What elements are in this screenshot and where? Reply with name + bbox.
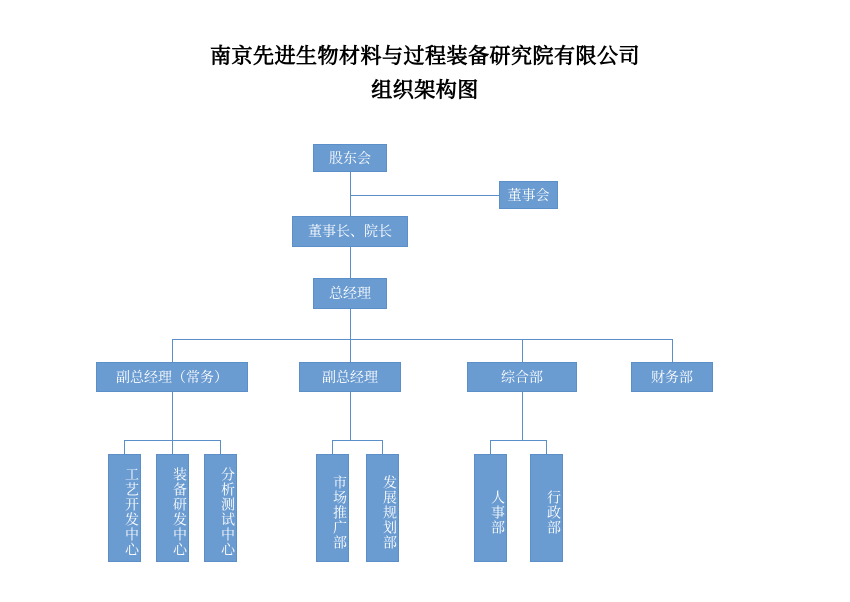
connector-main-bus — [172, 339, 673, 340]
node-market-promotion-dept[interactable] — [316, 454, 349, 562]
connector-deputy-exec-to-equipment — [172, 440, 173, 454]
node-process-dev-center-label: 工艺开发中心 — [124, 467, 140, 557]
node-deputy-gm-exec-label: 副总经理（常务） — [116, 368, 228, 385]
connector-deputy-to-planning — [382, 440, 383, 454]
connector-chairman-to-gm — [350, 247, 351, 278]
node-deputy-gm-exec[interactable] — [96, 362, 248, 392]
node-chairman-label: 董事长、院长 — [308, 223, 392, 240]
connector-bus-to-deputy — [350, 339, 351, 362]
node-equipment-dev-center-label: 装备研发中心 — [172, 467, 188, 557]
node-equipment-dev-center[interactable] — [156, 454, 189, 562]
node-chairman[interactable] — [292, 216, 408, 247]
connector-deputy-exec-to-process — [124, 440, 125, 454]
page-title — [0, 40, 850, 108]
connector-deputy-bus — [332, 440, 382, 441]
node-general-manager-label: 总经理 — [329, 285, 371, 302]
connector-deputy-drop — [350, 392, 351, 440]
connector-general-affairs-bus — [490, 440, 546, 441]
connector-shareholders-to-chairman — [350, 172, 351, 216]
connector-bus-to-finance — [672, 339, 673, 362]
node-admin-dept[interactable] — [530, 454, 563, 562]
connector-deputy-exec-drop — [172, 392, 173, 440]
node-analysis-test-center-label: 分析测试中心 — [220, 467, 236, 557]
node-analysis-test-center[interactable] — [204, 454, 237, 562]
node-deputy-gm[interactable] — [299, 362, 401, 392]
node-development-planning-dept-label: 发展规划部 — [382, 474, 398, 550]
connector-general-affairs-drop — [522, 392, 523, 440]
node-hr-dept[interactable] — [474, 454, 507, 562]
node-admin-dept-label: 行政部 — [546, 489, 562, 535]
connector-deputy-exec-to-analysis — [220, 440, 221, 454]
node-development-planning-dept[interactable] — [366, 454, 399, 562]
connector-board-branch — [350, 195, 499, 196]
node-board[interactable] — [499, 181, 558, 209]
node-finance[interactable] — [631, 362, 713, 392]
node-general-manager[interactable] — [313, 278, 387, 309]
connector-bus-to-general-affairs — [522, 339, 523, 362]
node-general-affairs-label: 综合部 — [501, 368, 543, 385]
connector-gm-to-trunk — [350, 309, 351, 339]
node-board-label: 董事会 — [507, 186, 550, 203]
connector-deputy-to-market — [332, 440, 333, 454]
title-line-2: 组织架构图 — [371, 79, 479, 102]
node-general-affairs[interactable] — [467, 362, 577, 392]
connector-general-affairs-to-admin — [546, 440, 547, 454]
node-shareholders-label: 股东会 — [329, 149, 371, 166]
title-line-1: 南京先进生物材料与过程装备研究院有限公司 — [210, 45, 640, 68]
node-hr-dept-label: 人事部 — [490, 489, 506, 535]
connector-bus-to-deputy-exec — [172, 339, 173, 362]
node-finance-label: 财务部 — [651, 368, 693, 385]
node-deputy-gm-label: 副总经理 — [322, 368, 378, 385]
node-shareholders[interactable] — [313, 144, 387, 172]
node-process-dev-center[interactable] — [108, 454, 141, 562]
node-market-promotion-dept-label: 市场推广部 — [332, 474, 348, 550]
connector-general-affairs-to-hr — [490, 440, 491, 454]
